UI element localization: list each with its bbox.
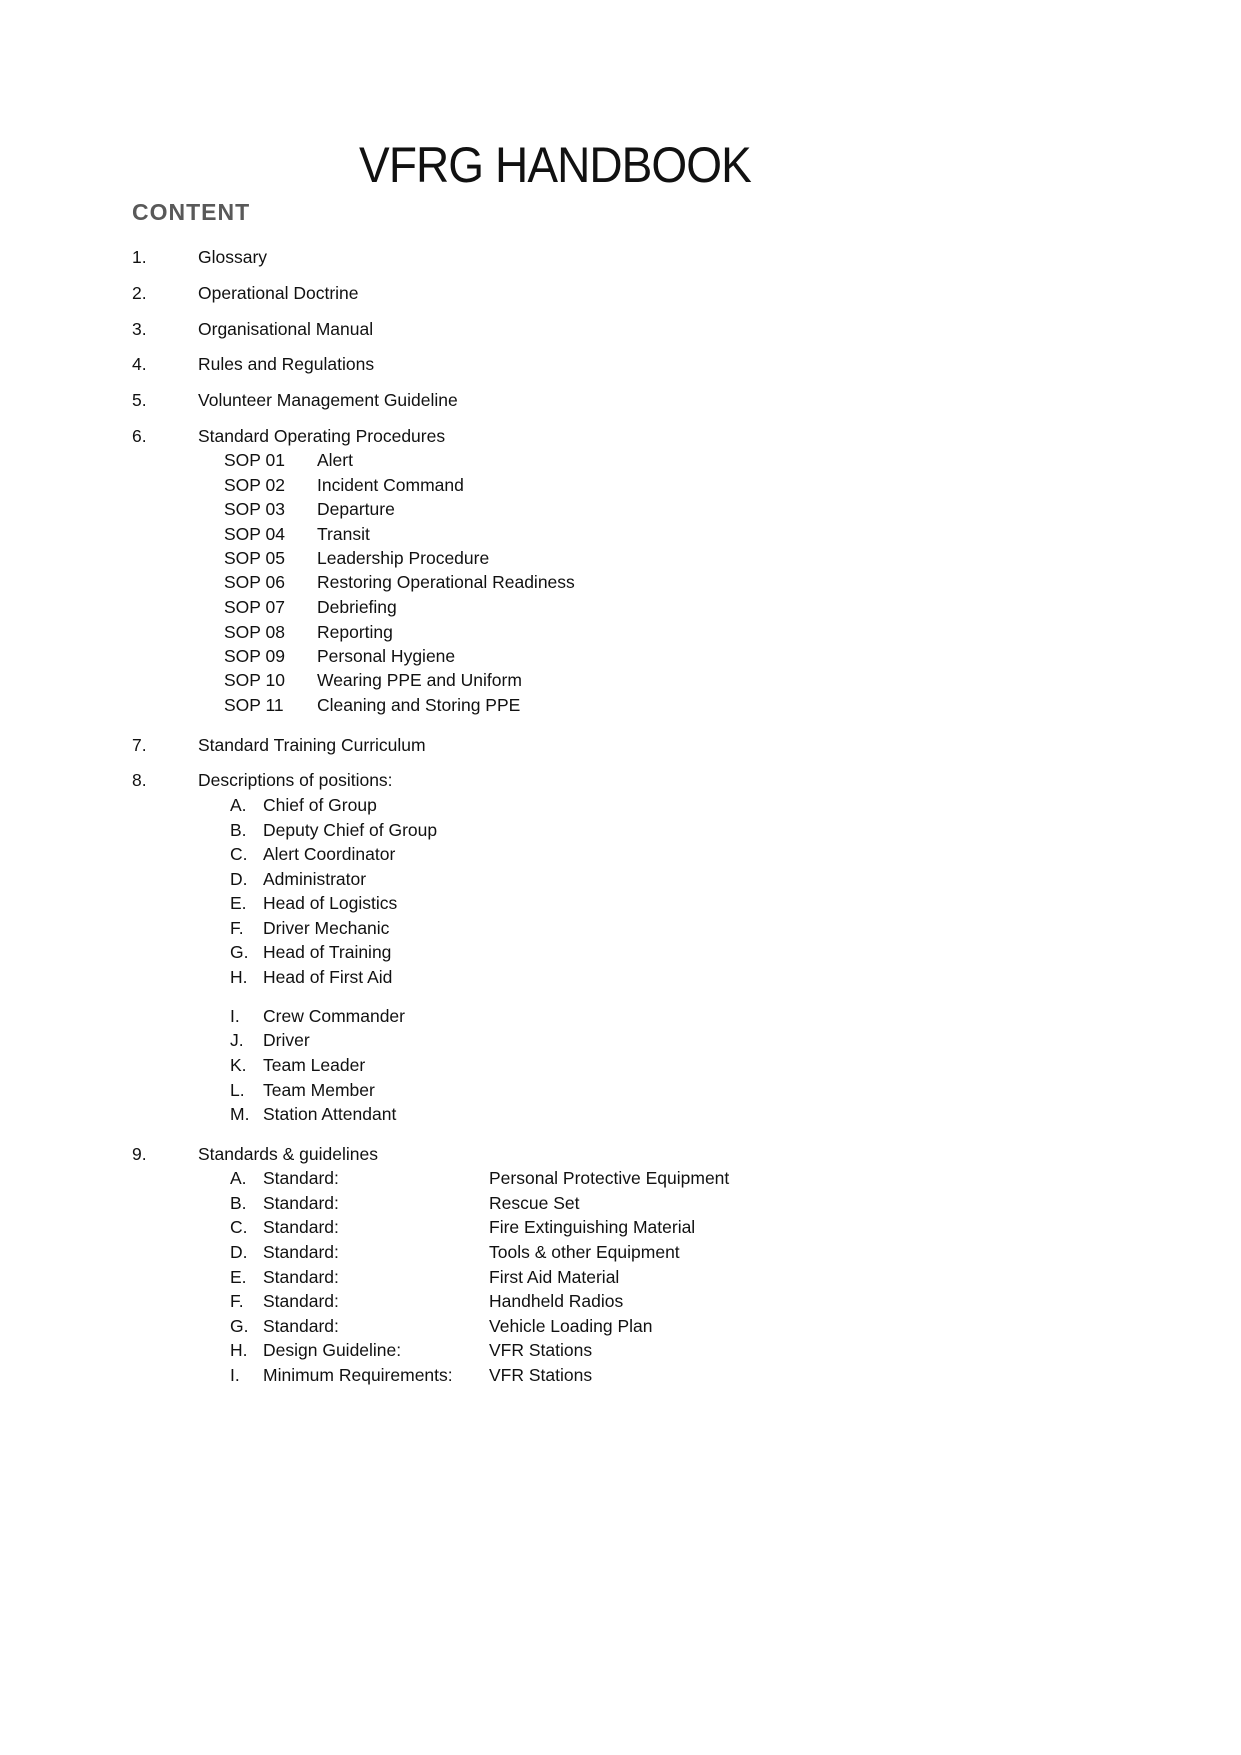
sop-code: SOP 01 — [224, 450, 285, 470]
position-label: Team Leader — [263, 1055, 366, 1075]
toc-label: Glossary — [198, 247, 268, 267]
sop-title: Transit — [317, 524, 370, 544]
position-label: Crew Commander — [263, 1006, 405, 1026]
position-letter: B. — [230, 820, 247, 840]
toc-number: 5. — [132, 390, 147, 410]
standard-letter: C. — [230, 1217, 248, 1237]
position-letter: F. — [230, 918, 244, 938]
standard-subject: Tools & other Equipment — [489, 1242, 680, 1262]
standard-letter: I. — [230, 1365, 240, 1385]
toc-number: 9. — [132, 1144, 147, 1164]
position-label: Station Attendant — [263, 1104, 397, 1124]
toc-label: Standards & guidelines — [198, 1144, 378, 1164]
sop-code: SOP 02 — [224, 475, 285, 495]
standard-letter: E. — [230, 1267, 247, 1287]
standard-subject: Personal Protective Equipment — [489, 1168, 730, 1188]
standard-type: Standard: — [263, 1291, 339, 1311]
sop-code: SOP 08 — [224, 622, 285, 642]
position-label: Chief of Group — [263, 795, 377, 815]
sop-title: Leadership Procedure — [317, 548, 490, 568]
toc-number: 8. — [132, 770, 147, 790]
sop-code: SOP 04 — [224, 524, 285, 544]
standard-letter: F. — [230, 1291, 244, 1311]
toc-label: Rules and Regulations — [198, 354, 375, 374]
position-label: Head of Logistics — [263, 893, 398, 913]
standard-subject: Fire Extinguishing Material — [489, 1217, 696, 1237]
standard-type: Standard: — [263, 1242, 339, 1262]
standard-subject: First Aid Material — [489, 1267, 620, 1287]
position-letter: D. — [230, 869, 248, 889]
toc-number: 4. — [132, 354, 147, 374]
position-label: Team Member — [263, 1080, 375, 1100]
toc-label: Standard Operating Procedures — [198, 426, 446, 446]
toc-label: Volunteer Management Guideline — [198, 390, 458, 410]
sop-code: SOP 03 — [224, 499, 285, 519]
standard-letter: A. — [230, 1168, 247, 1188]
position-letter: C. — [230, 844, 248, 864]
standard-type: Standard: — [263, 1316, 339, 1336]
toc-label: Descriptions of positions: — [198, 770, 393, 790]
toc-label: Standard Training Curriculum — [198, 735, 426, 755]
standard-letter: H. — [230, 1340, 248, 1360]
sop-title: Debriefing — [317, 597, 397, 617]
standard-type: Design Guideline: — [263, 1340, 402, 1360]
position-letter: J. — [230, 1030, 244, 1050]
sop-title: Incident Command — [317, 475, 464, 495]
sop-title: Cleaning and Storing PPE — [317, 695, 521, 715]
position-label: Administrator — [263, 869, 367, 889]
standard-letter: B. — [230, 1193, 247, 1213]
position-letter: I. — [230, 1006, 240, 1026]
sop-code: SOP 11 — [224, 695, 284, 715]
toc-number: 2. — [132, 283, 147, 303]
toc-number: 7. — [132, 735, 147, 755]
standard-letter: G. — [230, 1316, 249, 1336]
position-label: Driver Mechanic — [263, 918, 390, 938]
position-letter: G. — [230, 942, 249, 962]
sop-code: SOP 10 — [224, 670, 285, 690]
toc-label: Operational Doctrine — [198, 283, 359, 303]
standard-subject: VFR Stations — [489, 1340, 593, 1360]
sop-code: SOP 09 — [224, 646, 285, 666]
position-letter: M. — [230, 1104, 250, 1124]
sop-title: Restoring Operational Readiness — [317, 572, 575, 592]
standard-type: Standard: — [263, 1267, 339, 1287]
sop-title: Wearing PPE and Uniform — [317, 670, 522, 690]
standard-subject: VFR Stations — [489, 1365, 593, 1385]
sop-title: Alert — [317, 450, 353, 470]
position-letter: K. — [230, 1055, 247, 1075]
standard-type: Minimum Requirements: — [263, 1365, 453, 1385]
toc-number: 3. — [132, 319, 147, 339]
standard-subject: Handheld Radios — [489, 1291, 624, 1311]
position-label: Head of First Aid — [263, 967, 393, 987]
position-letter: H. — [230, 967, 248, 987]
position-letter: E. — [230, 893, 247, 913]
position-letter: L. — [230, 1080, 245, 1100]
standard-type: Standard: — [263, 1217, 339, 1237]
position-label: Head of Training — [263, 942, 392, 962]
sop-code: SOP 05 — [224, 548, 285, 568]
toc-number: 1. — [132, 247, 147, 267]
standard-type: Standard: — [263, 1193, 339, 1213]
sop-title: Departure — [317, 499, 395, 519]
position-label: Alert Coordinator — [263, 844, 396, 864]
standard-type: Standard: — [263, 1168, 339, 1188]
standard-subject: Rescue Set — [489, 1193, 580, 1213]
document-title: VFRG HANDBOOK — [359, 137, 751, 193]
position-label: Driver — [263, 1030, 310, 1050]
toc-number: 6. — [132, 426, 147, 446]
sop-title: Personal Hygiene — [317, 646, 456, 666]
contents-heading: CONTENT — [132, 199, 251, 225]
sop-title: Reporting — [317, 622, 393, 642]
sop-code: SOP 06 — [224, 572, 285, 592]
standard-letter: D. — [230, 1242, 248, 1262]
toc-label: Organisational Manual — [198, 319, 374, 339]
sop-code: SOP 07 — [224, 597, 285, 617]
position-label: Deputy Chief of Group — [263, 820, 438, 840]
standard-subject: Vehicle Loading Plan — [489, 1316, 653, 1336]
position-letter: A. — [230, 795, 247, 815]
